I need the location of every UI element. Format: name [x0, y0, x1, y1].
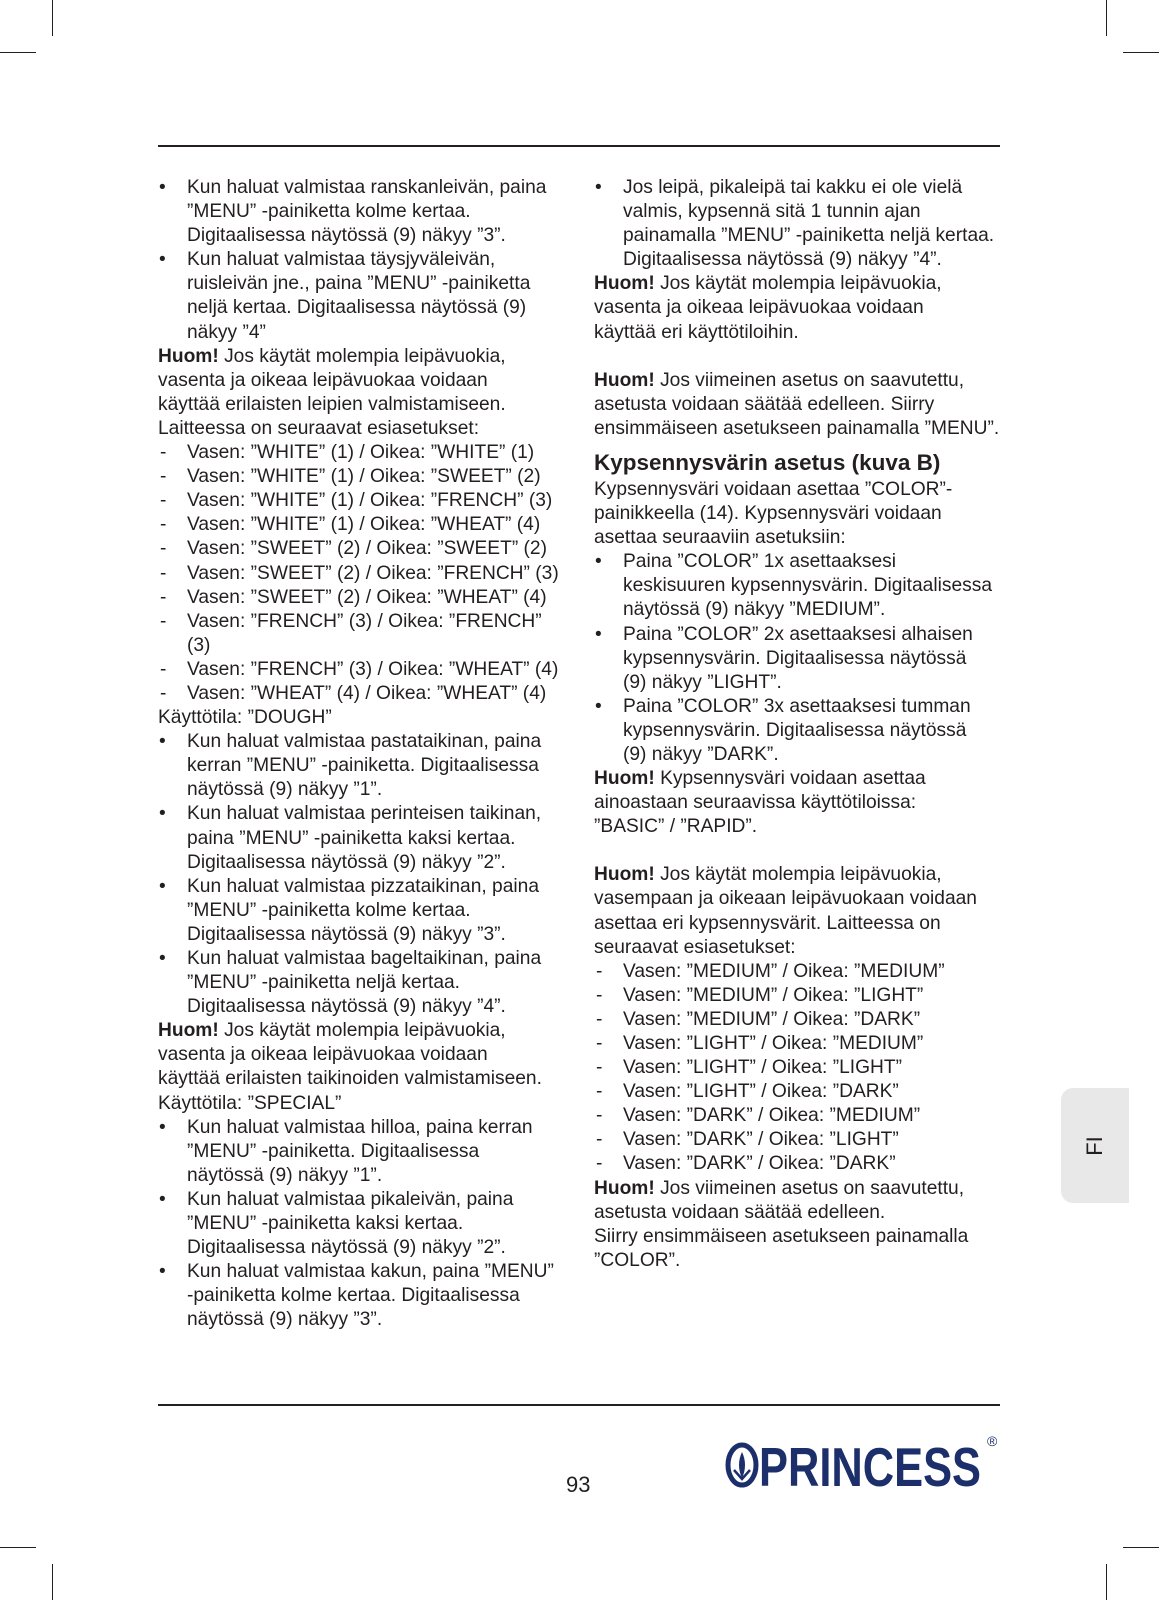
bullet-item: • Kun haluat valmistaa ranskanleivän, paina	[158, 176, 568, 200]
note-line	[594, 1177, 1004, 1201]
note-label: Huom!	[594, 768, 655, 790]
bullet-continuation: Digitaalisessa näytössä (9) näkyy ”2”.	[187, 851, 506, 873]
note-line	[594, 369, 1004, 393]
text-line: Kypsennysväri voidaan asettaa ”COLOR”-	[594, 478, 953, 500]
bullet-item: • Kun haluat valmistaa pizzataikinan, paina	[158, 875, 568, 899]
crop-mark	[1106, 0, 1107, 36]
note-line	[158, 1019, 568, 1043]
bullet-continuation: Digitaalisessa näytössä (9) näkyy ”3”.	[187, 225, 506, 247]
bullet-item: • Kun haluat valmistaa hilloa, paina kerran	[158, 1116, 568, 1140]
note-line	[158, 345, 568, 369]
bullet-continuation: (9) näkyy ”LIGHT”.	[623, 671, 782, 693]
registered-mark: ®	[987, 1433, 998, 1449]
right-text-column	[594, 176, 1004, 1273]
text-line: asettaa eri kypsennysvärit. Laitteessa on	[594, 912, 941, 934]
bullet-continuation: ”MENU” -painiketta kolme kertaa.	[187, 899, 471, 921]
preset-item: - Vasen: ”MEDIUM” / Oikea: ”LIGHT”	[594, 984, 1004, 1008]
text-line: Käyttötila: ”SPECIAL”	[158, 1092, 342, 1114]
bullet-continuation: ”MENU” -painiketta kaksi kertaa.	[187, 1213, 464, 1235]
bullet-item: • Kun haluat valmistaa perinteisen taikinan,	[158, 802, 568, 826]
note-text: Jos käytät molempia leipävuokia,	[218, 1020, 506, 1042]
note-text: Jos käytät molempia leipävuokia,	[654, 273, 942, 295]
bullet-continuation: Digitaalisessa näytössä (9) näkyy ”2”.	[187, 1237, 506, 1259]
preset-item: - Vasen: ”WHITE” (1) / Oikea: ”WHEAT” (4)	[158, 513, 568, 537]
preset-item: - Vasen: ”WHITE” (1) / Oikea: ”WHITE” (1)	[158, 441, 568, 465]
bullet-continuation: keskisuuren kypsennysvärin. Digitaalisessa	[623, 575, 992, 597]
bullet-continuation: näytössä (9) näkyy ”1”.	[187, 1164, 383, 1186]
text-line: ensimmäiseen asetukseen painamalla ”MENU”.	[594, 417, 1000, 439]
crop-mark	[1123, 1547, 1159, 1548]
crop-mark	[0, 1547, 36, 1548]
text-line: painikkeella (14). Kypsennysväri voidaan	[594, 503, 942, 525]
preset-item: - Vasen: ”LIGHT” / Oikea: ”LIGHT”	[594, 1056, 1004, 1080]
bullet-continuation: näytössä (9) näkyy ”3”.	[187, 1309, 383, 1331]
bullet-continuation: Digitaalisessa näytössä (9) näkyy ”4”.	[623, 249, 942, 271]
text-line: asetusta voidaan säätää edelleen. Siirry	[594, 393, 935, 415]
text-line: vasempaan ja oikeaan leipävuokaan voidaan	[594, 888, 977, 910]
note-line	[594, 272, 1004, 296]
bottom-rule	[158, 1404, 1000, 1406]
bullet-continuation: paina ”MENU” -painiketta kaksi kertaa.	[187, 827, 516, 849]
preset-item: - Vasen: ”WHITE” (1) / Oikea: ”FRENCH” (3)	[158, 489, 568, 513]
text-line: käyttää erilaisten leipien valmistamiseen.	[158, 393, 506, 415]
bullet-continuation: kypsennysvärin. Digitaalisessa näytössä	[623, 719, 967, 741]
preset-item: - Vasen: ”WHITE” (1) / Oikea: ”SWEET” (2)	[158, 465, 568, 489]
text-line: seuraavat esiasetukset:	[594, 936, 796, 958]
text-line: vasenta ja oikeaa leipävuokaa voidaan	[594, 297, 924, 319]
princess-emblem-icon	[728, 1445, 756, 1485]
crop-mark	[52, 1564, 53, 1600]
preset-item: - Vasen: ”LIGHT” / Oikea: ”DARK”	[594, 1080, 1004, 1104]
preset-item: - Vasen: ”FRENCH” (3) / Oikea: ”WHEAT” (4)	[158, 658, 568, 682]
paragraph-gap	[594, 345, 1004, 369]
text-line: ”COLOR”.	[594, 1249, 681, 1271]
bullet-item: • Kun haluat valmistaa täysjyväleivän,	[158, 248, 568, 272]
bullet-item: • Paina ”COLOR” 1x asettaaksesi	[594, 550, 1004, 574]
bullet-item: • Kun haluat valmistaa kakun, paina ”MENU”	[158, 1260, 568, 1284]
bullet-continuation: kypsennysvärin. Digitaalisessa näytössä	[623, 647, 967, 669]
note-label: Huom!	[594, 273, 655, 295]
text-line: ”BASIC” / ”RAPID”.	[594, 816, 758, 838]
crop-mark	[52, 0, 53, 36]
note-text: Jos käytät molempia leipävuokia,	[218, 345, 506, 367]
language-tab-label: FI	[1082, 1135, 1107, 1156]
crop-mark	[0, 52, 36, 53]
note-text: Kypsennysväri voidaan asettaa	[654, 768, 926, 790]
note-label: Huom!	[594, 1177, 655, 1199]
preset-item: - Vasen: ”FRENCH” (3) / Oikea: ”FRENCH”	[158, 610, 568, 634]
left-text-column	[158, 176, 568, 1333]
bullet-continuation: näytössä (9) näkyy ”1”.	[187, 779, 383, 801]
note-text: Jos viimeinen asetus on saavutettu,	[654, 369, 965, 391]
preset-item: - Vasen: ”LIGHT” / Oikea: ”MEDIUM”	[594, 1032, 1004, 1056]
preset-item: - Vasen: ”SWEET” (2) / Oikea: ”FRENCH” (3)	[158, 562, 568, 586]
bullet-item: • Paina ”COLOR” 2x asettaaksesi alhaisen	[594, 623, 1004, 647]
text-line: vasenta ja oikeaa leipävuokaa voidaan	[158, 369, 488, 391]
text-line: ainoastaan seuraavissa käyttötiloissa:	[594, 792, 917, 814]
bullet-item: • Kun haluat valmistaa pastataikinan, paina	[158, 730, 568, 754]
page-number: 93	[566, 1472, 591, 1497]
preset-item: - Vasen: ”MEDIUM” / Oikea: ”DARK”	[594, 1008, 1004, 1032]
preset-item: - Vasen: ”MEDIUM” / Oikea: ”MEDIUM”	[594, 960, 1004, 984]
text-line: asettaa seuraaviin asetuksiin:	[594, 527, 846, 549]
preset-item: - Vasen: ”SWEET” (2) / Oikea: ”WHEAT” (4)	[158, 586, 568, 610]
note-text: Jos käytät molempia leipävuokia,	[654, 864, 942, 886]
text-line: vasenta ja oikeaa leipävuokaa voidaan	[158, 1044, 488, 1066]
bullet-item: • Jos leipä, pikaleipä tai kakku ei ole vielä	[594, 176, 1004, 200]
preset-item: - Vasen: ”DARK” / Oikea: ”LIGHT”	[594, 1128, 1004, 1152]
preset-item: - Vasen: ”WHEAT” (4) / Oikea: ”WHEAT” (4)	[158, 682, 568, 706]
bullet-continuation: (9) näkyy ”DARK”.	[623, 743, 779, 765]
preset-item: - Vasen: ”DARK” / Oikea: ”DARK”	[594, 1152, 1004, 1176]
princess-logo-text: PRINCESS	[759, 1436, 981, 1498]
language-tab	[1061, 1088, 1129, 1203]
bullet-continuation: ”MENU” -painiketta kolme kertaa.	[187, 201, 471, 223]
note-line	[594, 767, 1004, 791]
note-label: Huom!	[594, 369, 655, 391]
text-line: Käyttötila: ”DOUGH”	[158, 707, 332, 729]
bullet-item: • Kun haluat valmistaa bageltaikinan, paina	[158, 947, 568, 971]
note-text: Jos viimeinen asetus on saavutettu,	[654, 1177, 965, 1199]
text-line: käyttää erilaisten taikinoiden valmistamiseen.	[158, 1068, 542, 1090]
bullet-continuation: kerran ”MENU” -painiketta. Digitaalisessa	[187, 755, 539, 777]
preset-item: - Vasen: ”DARK” / Oikea: ”MEDIUM”	[594, 1104, 1004, 1128]
bullet-continuation: ”MENU” -painiketta. Digitaalisessa	[187, 1140, 480, 1162]
note-line	[594, 863, 1004, 887]
note-label: Huom!	[158, 1020, 219, 1042]
bullet-continuation: painamalla ”MENU” -painiketta neljä kertaa.	[623, 225, 995, 247]
princess-logo	[725, 1430, 1001, 1500]
crop-mark	[1106, 1564, 1107, 1600]
bullet-continuation: näkyy ”4”	[187, 321, 266, 343]
bullet-continuation: ruisleivän jne., paina ”MENU” -painiketta	[187, 273, 531, 295]
crop-mark	[1123, 52, 1159, 53]
paragraph-gap	[594, 839, 1004, 863]
preset-item: - Vasen: ”SWEET” (2) / Oikea: ”SWEET” (2)	[158, 537, 568, 561]
bullet-continuation: -painiketta kolme kertaa. Digitaalisessa	[187, 1285, 520, 1307]
text-line: Laitteessa on seuraavat esiasetukset:	[158, 417, 480, 439]
note-label: Huom!	[594, 864, 655, 886]
bullet-item: • Paina ”COLOR” 3x asettaaksesi tumman	[594, 695, 1004, 719]
bullet-continuation: ”MENU” -painiketta neljä kertaa.	[187, 972, 460, 994]
bullet-continuation: Digitaalisessa näytössä (9) näkyy ”3”.	[187, 923, 506, 945]
text-line: käyttää eri käyttötiloihin.	[594, 321, 799, 343]
text-line: Siirry ensimmäiseen asetukseen painamalla	[594, 1225, 969, 1247]
bullet-continuation: Digitaalisessa näytössä (9) näkyy ”4”.	[187, 996, 506, 1018]
text-line: asetusta voidaan säätää edelleen.	[594, 1201, 886, 1223]
note-label: Huom!	[158, 345, 219, 367]
top-rule	[158, 145, 1000, 147]
bullet-continuation: neljä kertaa. Digitaalisessa näytössä (9)	[187, 297, 527, 319]
bullet-continuation: näytössä (9) näkyy ”MEDIUM”.	[623, 599, 886, 621]
bullet-continuation: (3)	[187, 634, 211, 656]
bullet-continuation: valmis, kypsennä sitä 1 tunnin ajan	[623, 201, 921, 223]
bullet-item: • Kun haluat valmistaa pikaleivän, paina	[158, 1188, 568, 1212]
section-heading: Kypsennysvärin asetus (kuva B)	[594, 449, 941, 475]
